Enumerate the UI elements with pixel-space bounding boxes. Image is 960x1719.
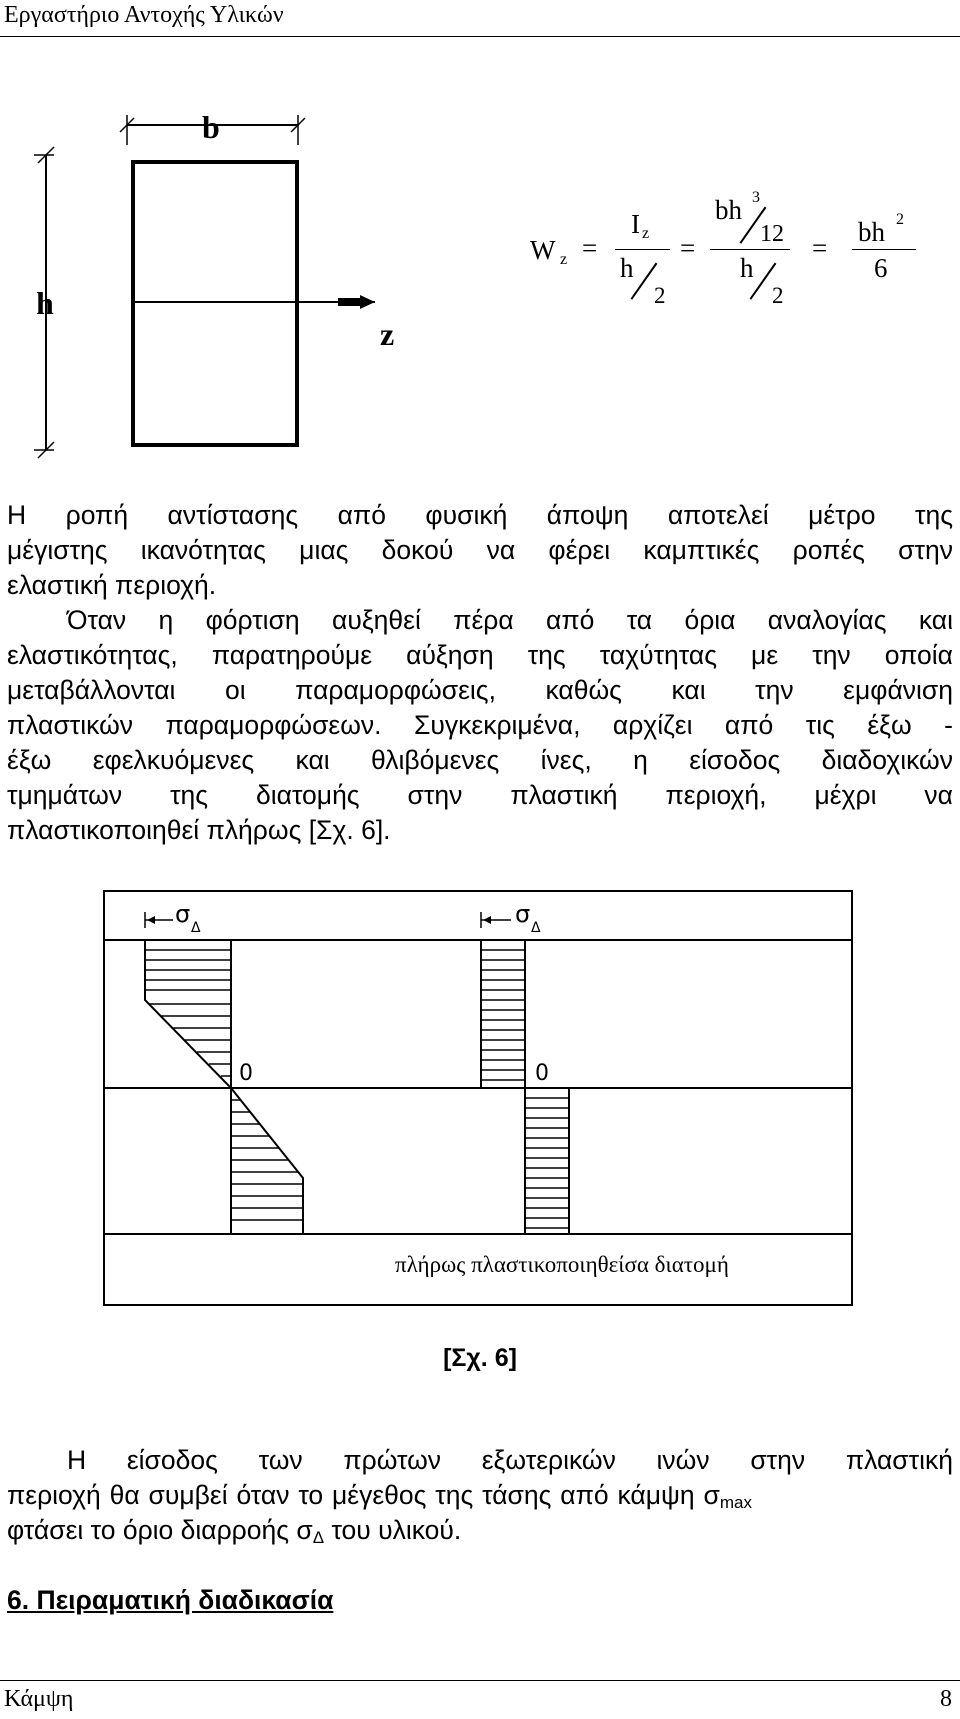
- delta-left: Δ: [191, 920, 201, 936]
- header-title: Εργαστήριο Αντοχής Υλικών: [4, 2, 284, 28]
- paragraph-2-line-2: ελαστικότητας, παρατηρούμε αύξηση της ταχύτητας με την οποία: [7, 640, 953, 670]
- formula-bh-1: bh: [715, 195, 742, 225]
- page-number: 8: [940, 1686, 952, 1712]
- paragraph-3-line-3-text: φτάσει το όριο διαρροής σ: [7, 1515, 313, 1545]
- footer-chapter: Κάμψη: [4, 1686, 74, 1712]
- paragraph-2-line-4: πλαστικών παραμορφώσεων. Συγκεκριμένα, αρχίζει από τις έξω -: [7, 710, 953, 740]
- paragraph-1-line-3: ελαστική περιοχή.: [7, 570, 217, 600]
- paragraph-2-line-7: πλαστικοποιηθεί πλήρως [Σχ. 6].: [7, 815, 391, 845]
- section-heading: 6. Πειραματική διαδικασία: [7, 1585, 334, 1615]
- stress-distribution-diagram: [105, 892, 851, 1304]
- zero-left: 0: [239, 1061, 253, 1086]
- left-hatching: [145, 950, 303, 1220]
- formula-eq-1: =: [582, 233, 598, 263]
- formula-cube: 3: [752, 189, 760, 206]
- paragraph-3-line-2-text: περιοχή θα συμβεί όταν το μέγεθος της τάσης από κάμψη σ: [7, 1480, 720, 1510]
- paragraph-2-line-3: μεταβάλλονται οι παραμορφώσεις, καθώς και την εμφάνιση: [7, 675, 953, 705]
- fully-plastic-label: πλήρως πλαστικοποιηθείσα διατομή: [395, 1252, 729, 1277]
- formula-two-1: 2: [654, 283, 666, 308]
- sigma-delta-subscript: Δ: [312, 1528, 325, 1547]
- formula-h-1: h: [620, 253, 634, 283]
- fully-plastic-profile: [481, 940, 525, 1088]
- formula-I: I: [631, 209, 640, 239]
- frac-line-3: [852, 249, 916, 250]
- sigma-right: σ: [515, 900, 531, 928]
- formula-eq-3: =: [812, 233, 828, 263]
- delta-right: Δ: [531, 920, 541, 936]
- paragraph-1-line-2: μέγιστης ικανότητας μιας δοκού να φέρει καμπτικές ροπές στην: [7, 535, 953, 565]
- label-z: z: [380, 316, 395, 352]
- figure-caption: [Σχ. 6]: [443, 1344, 517, 1372]
- paragraph-2-line-1: Όταν η φόρτιση αυξηθεί πέρα από τα όρια αναλογίας και: [67, 605, 953, 635]
- sigma-left: σ: [175, 900, 191, 928]
- zero-right: 0: [535, 1061, 549, 1086]
- paragraph-3-line-3: [7, 1513, 953, 1555]
- footer-rule: [0, 1680, 960, 1681]
- formula-six: 6: [874, 253, 888, 283]
- paragraph-2-line-5: έξω εφελκυόμενες και θλιβόμενες ίνες, η είσοδος διαδοχικών: [7, 745, 953, 775]
- label-h: h: [36, 285, 54, 321]
- formula-bh-2: bh: [858, 217, 885, 247]
- label-b: b: [202, 109, 220, 145]
- paragraph-3-line-1: Η είσοδος των πρώτων εξωτερικών ινών στην πλαστική: [67, 1445, 953, 1475]
- formula-two-2: 2: [772, 283, 784, 308]
- paragraph-1-line-1: Η ροπή αντίστασης από φυσική άποψη αποτελεί μέτρο της: [7, 500, 953, 530]
- cross-section-figure: [30, 100, 460, 460]
- formula-h-2: h: [740, 253, 754, 283]
- header-rule: [0, 36, 960, 37]
- paragraph-2-line-6: τμημάτων της διατομής στην πλαστική περιοχή, μέχρι να: [7, 780, 953, 810]
- frac-line-2: [710, 249, 790, 250]
- formula-W-sub: z: [560, 251, 568, 268]
- formula-eq-2: =: [680, 233, 696, 263]
- z-arrow-head: [360, 295, 375, 309]
- formula-W: W: [530, 235, 556, 265]
- section-modulus-formula: [530, 189, 950, 315]
- sigma-max-subscript: max: [719, 1493, 752, 1512]
- frac-line-1: [615, 249, 670, 250]
- paragraph-3-line-3-tail: του υλικού.: [324, 1515, 462, 1545]
- figure-6: [103, 890, 853, 1306]
- formula-twelve: 12: [760, 221, 784, 247]
- section-rectangle: [133, 162, 297, 445]
- formula-I-sub: z: [642, 225, 650, 242]
- formula-square: 2: [896, 211, 904, 228]
